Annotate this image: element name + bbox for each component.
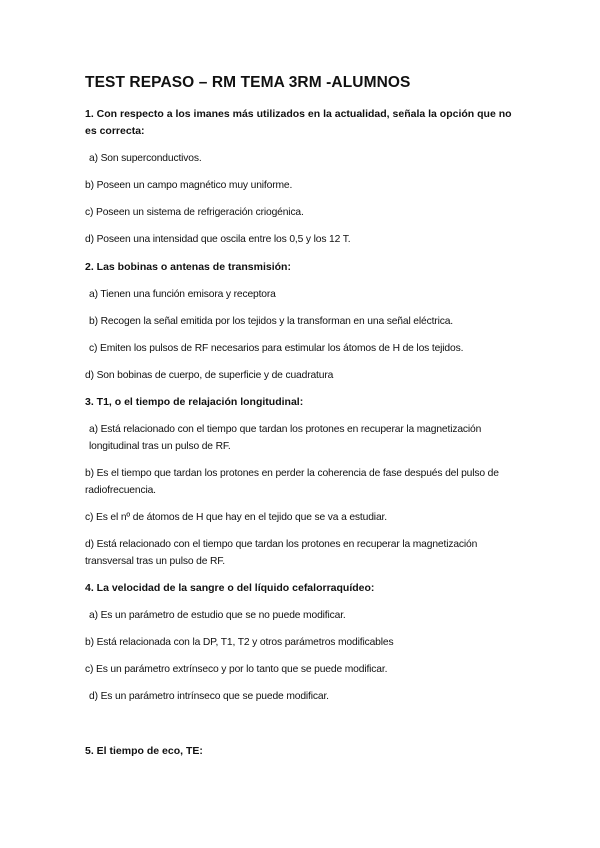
question-3-option-b: b) Es el tiempo que tardan los protones en perder la coherencia de fase después del pulso de radiofrecuencia. [85, 468, 499, 496]
question-2-option-b: b) Recogen la señal emitida por los tejidos y la transforman en una señal eléctrica. [89, 316, 454, 327]
question-2-option-c: c) Emiten los pulsos de RF necesarios para estimular los átomos de H de los tejidos. [89, 343, 464, 354]
question-4-option-a: a) Es un parámetro de estudio que se no puede modificar. [89, 610, 346, 621]
document-title: TEST REPASO – RM TEMA 3RM -ALUMNOS [85, 74, 411, 91]
question-4: 4. La velocidad de la sangre o del líquido cefalorraquídeo: [85, 582, 375, 594]
question-5: 5. El tiempo de eco, TE: [85, 745, 203, 757]
question-3-option-c: c) Es el nº de átomos de H que hay en el tejido que se va a estudiar. [85, 512, 387, 523]
question-2: 2. Las bobinas o antenas de transmisión: [85, 261, 291, 273]
question-1: 1. Con respecto a los imanes más utilizados en la actualidad, señala la opción que no es correcta: [85, 108, 512, 137]
question-1-option-b: b) Poseen un campo magnético muy uniforme. [85, 180, 293, 191]
question-1-option-d: d) Poseen una intensidad que oscila entre los 0,5 y los 12 T. [85, 234, 351, 245]
question-1-option-c: c) Poseen un sistema de refrigeración criogénica. [85, 207, 304, 218]
question-2-option-a: a) Tienen una función emisora y receptora [89, 289, 276, 300]
question-3-option-a: a) Está relacionado con el tiempo que tardan los protones en recuperar la magnetización longitudinal tras un pulso de RF. [89, 424, 482, 452]
question-3-option-d: d) Está relacionado con el tiempo que tardan los protones en recuperar la magnetización transversal tras un pulso de RF. [85, 539, 478, 567]
question-1-option-a: a) Son superconductivos. [89, 153, 202, 164]
question-4-option-b: b) Está relacionada con la DP, T1, T2 y otros parámetros modificables [85, 637, 394, 648]
question-3: 3. T1, o el tiempo de relajación longitudinal: [85, 396, 304, 408]
question-2-option-d: d) Son bobinas de cuerpo, de superficie y de cuadratura [85, 370, 334, 381]
question-4-option-c: c) Es un parámetro extrínseco y por lo tanto que se puede modificar. [85, 664, 388, 675]
question-4-option-d: d) Es un parámetro intrínseco que se puede modificar. [89, 691, 329, 702]
